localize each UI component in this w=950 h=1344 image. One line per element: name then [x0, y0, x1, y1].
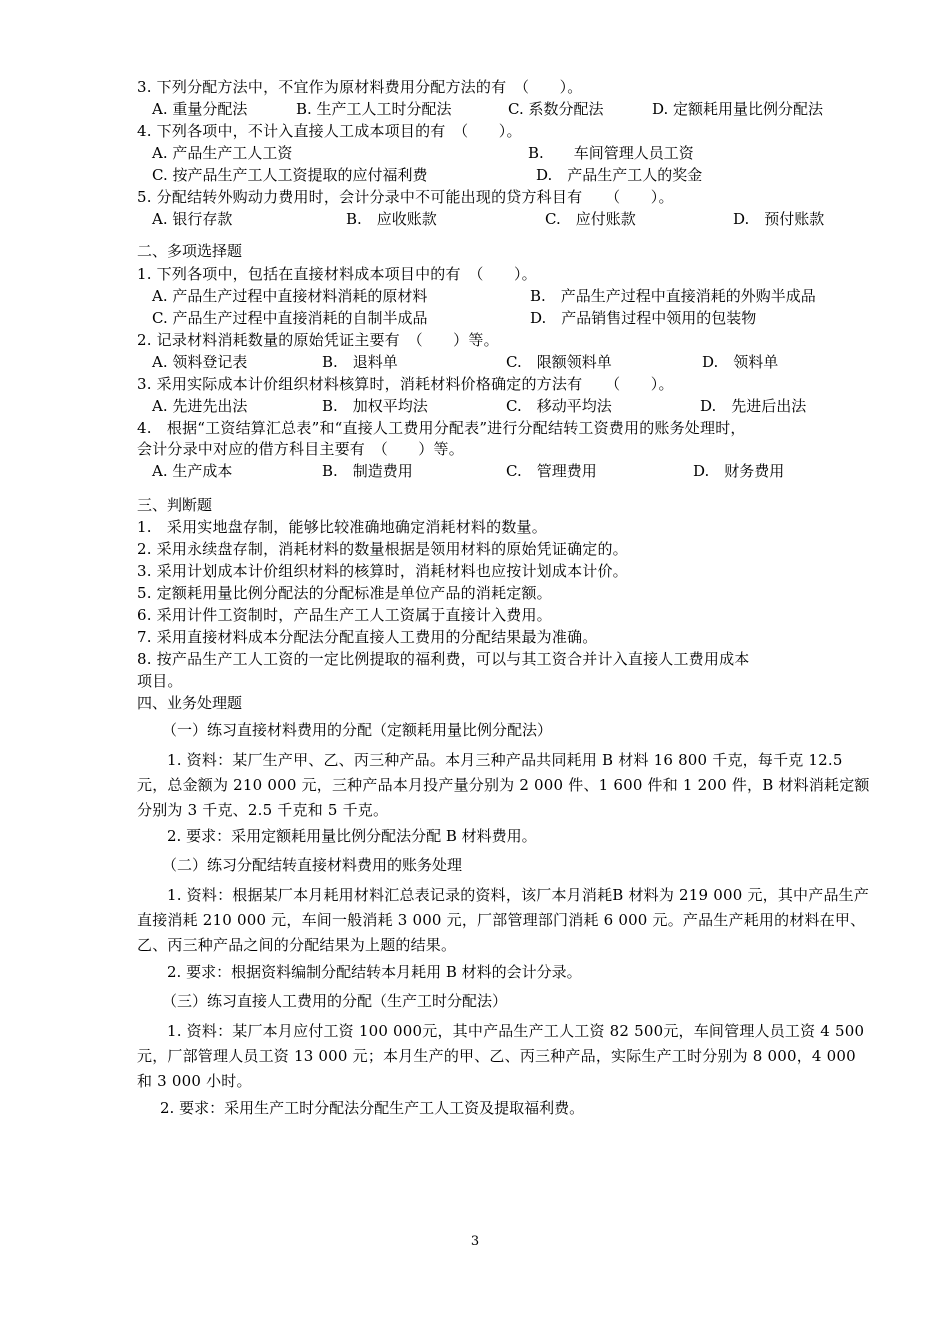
section-title: 二、多项选择题 — [137, 242, 243, 260]
problem-title: （三）练习直接人工费用的分配（生产工时分配法） — [162, 992, 508, 1010]
option-c: C. 限额领料单 — [506, 353, 612, 371]
question-stem-continued: 会计分录中对应的借方科目主要有 （ ）等。 — [137, 440, 464, 458]
option-d: D. 产品销售过程中领用的包装物 — [530, 309, 757, 327]
question-stem: 3. 采用实际成本计价组织材料核算时，消耗材料价格确定的方法有 （ ）。 — [137, 375, 674, 393]
problem-requirement: 2. 要求：根据资料编制分配结转本月耗用 B 材料的会计分录。 — [167, 963, 582, 981]
option-a: A. 领料登记表 — [152, 353, 248, 371]
option-d: D. 先进后出法 — [700, 397, 807, 415]
option-b: B. 制造费用 — [322, 462, 413, 480]
question-stem: 1. 下列各项中，包括在直接材料成本项目中的有 （ ）。 — [137, 265, 537, 283]
option-c: C. 系数分配法 — [508, 100, 604, 118]
judgment-item: 6. 采用计件工资制时，产品生产工人工资属于直接计入费用。 — [137, 606, 552, 624]
option-a: A. 银行存款 — [152, 210, 233, 228]
option-b: B. 应收账款 — [346, 210, 437, 228]
judgment-item: 8. 按产品生产工人工资的一定比例提取的福利费，可以与其工资合并计入直接人工费用成本 — [137, 650, 750, 668]
problem-requirement: 2. 要求：采用定额耗用量比例分配法分配 B 材料费用。 — [167, 827, 537, 845]
problem-data: 1. 资料：根据某厂本月耗用材料汇总表记录的资料，该厂本月消耗B 材料为 219 000 元，其中产品生产直接消耗 210 000 元，车间一般消耗 3 000 元，厂部管理部门消耗 6 000 元。产品生产耗用的材料在甲、乙、丙三种产品之间的分配结果为上题的结果。 — [137, 886, 870, 954]
option-b: B. 车间管理人员工资 — [528, 144, 694, 162]
problem-title: （一）练习直接材料费用的分配（定额耗用量比例分配法） — [162, 721, 553, 739]
option-d: D. 产品生产工人的奖金 — [536, 166, 703, 184]
option-a: A. 先进先出法 — [152, 397, 248, 415]
question-stem: 5. 分配结转外购动力费用时，会计分录中不可能出现的贷方科目有 （ ）。 — [137, 188, 674, 206]
option-a: A. 生产成本 — [152, 462, 233, 480]
option-c: C. 按产品生产工人工资提取的应付福利费 — [152, 166, 428, 184]
section-title: 四、业务处理题 — [137, 694, 243, 712]
option-b: B. 产品生产过程中直接消耗的外购半成品 — [530, 287, 816, 305]
option-d: D. 领料单 — [702, 353, 779, 371]
question-stem: 4. 根据“工资结算汇总表”和“直接人工费用分配表”进行分配结转工资费用的账务处理时， — [137, 419, 746, 437]
option-a: A. 产品生产过程中直接材料消耗的原材料 — [152, 287, 428, 305]
problem-data: 1. 资料：某厂本月应付工资 100 000元，其中产品生产工人工资 82 500元，车间管理人员工资 4 500 元，厂部管理人员工资 13 000 元；本月生产的甲、乙、丙三种产品，实际生产工时分别为 8 000，4 000 和 3 000 小时。 — [137, 1022, 865, 1090]
option-c: C. 应付账款 — [545, 210, 636, 228]
question-stem: 2. 记录材料消耗数量的原始凭证主要有 （ ）等。 — [137, 331, 499, 349]
option-b: B. 加权平均法 — [322, 397, 428, 415]
question-stem: 4. 下列各项中，不计入直接人工成本项目的有 （ ）。 — [137, 122, 522, 140]
question-stem: 3. 下列分配方法中，不宜作为原材料费用分配方法的有 （ ）。 — [137, 78, 583, 96]
option-c: C. 管理费用 — [506, 462, 597, 480]
option-d: D. 预付账款 — [733, 210, 825, 228]
judgment-item: 2. 采用永续盘存制，消耗材料的数量根据是领用材料的原始凭证确定的。 — [137, 540, 628, 558]
option-c: C. 移动平均法 — [506, 397, 612, 415]
option-b: B. 生产工人工时分配法 — [296, 100, 452, 118]
option-d: D. 财务费用 — [693, 462, 785, 480]
judgment-item: 5. 定额耗用量比例分配法的分配标准是单位产品的消耗定额。 — [137, 584, 552, 602]
option-a: A. 产品生产工人工资 — [152, 144, 293, 162]
judgment-item: 1. 采用实地盘存制，能够比较准确地确定消耗材料的数量。 — [137, 518, 547, 536]
problem-requirement: 2. 要求：采用生产工时分配法分配生产工人工资及提取福利费。 — [160, 1099, 585, 1117]
section-title: 三、判断题 — [137, 496, 213, 514]
judgment-item: 7. 采用直接材料成本分配法分配直接人工费用的分配结果最为准确。 — [137, 628, 598, 646]
judgment-item: 3. 采用计划成本计价组织材料的核算时，消耗材料也应按计划成本计价。 — [137, 562, 628, 580]
option-a: A. 重量分配法 — [152, 100, 248, 118]
option-c: C. 产品生产过程中直接消耗的自制半成品 — [152, 309, 428, 327]
judgment-item-continued: 项目。 — [137, 672, 183, 690]
option-d: D. 定额耗用量比例分配法 — [652, 100, 824, 118]
page-number: 3 — [470, 1234, 480, 1249]
problem-title: （二）练习分配结转直接材料费用的账务处理 — [162, 856, 463, 874]
problem-data: 1. 资料：某厂生产甲、乙、丙三种产品。本月三种产品共同耗用 B 材料 16 800 千克，每千克 12.5 元，总金额为 210 000 元，三种产品本月投产量分别为 2 000 件、1 600 件和 1 200 件，B 材料消耗定额分别为 3 千克、2.5 千克和 5 千克。 — [137, 751, 870, 819]
option-b: B. 退料单 — [322, 353, 398, 371]
